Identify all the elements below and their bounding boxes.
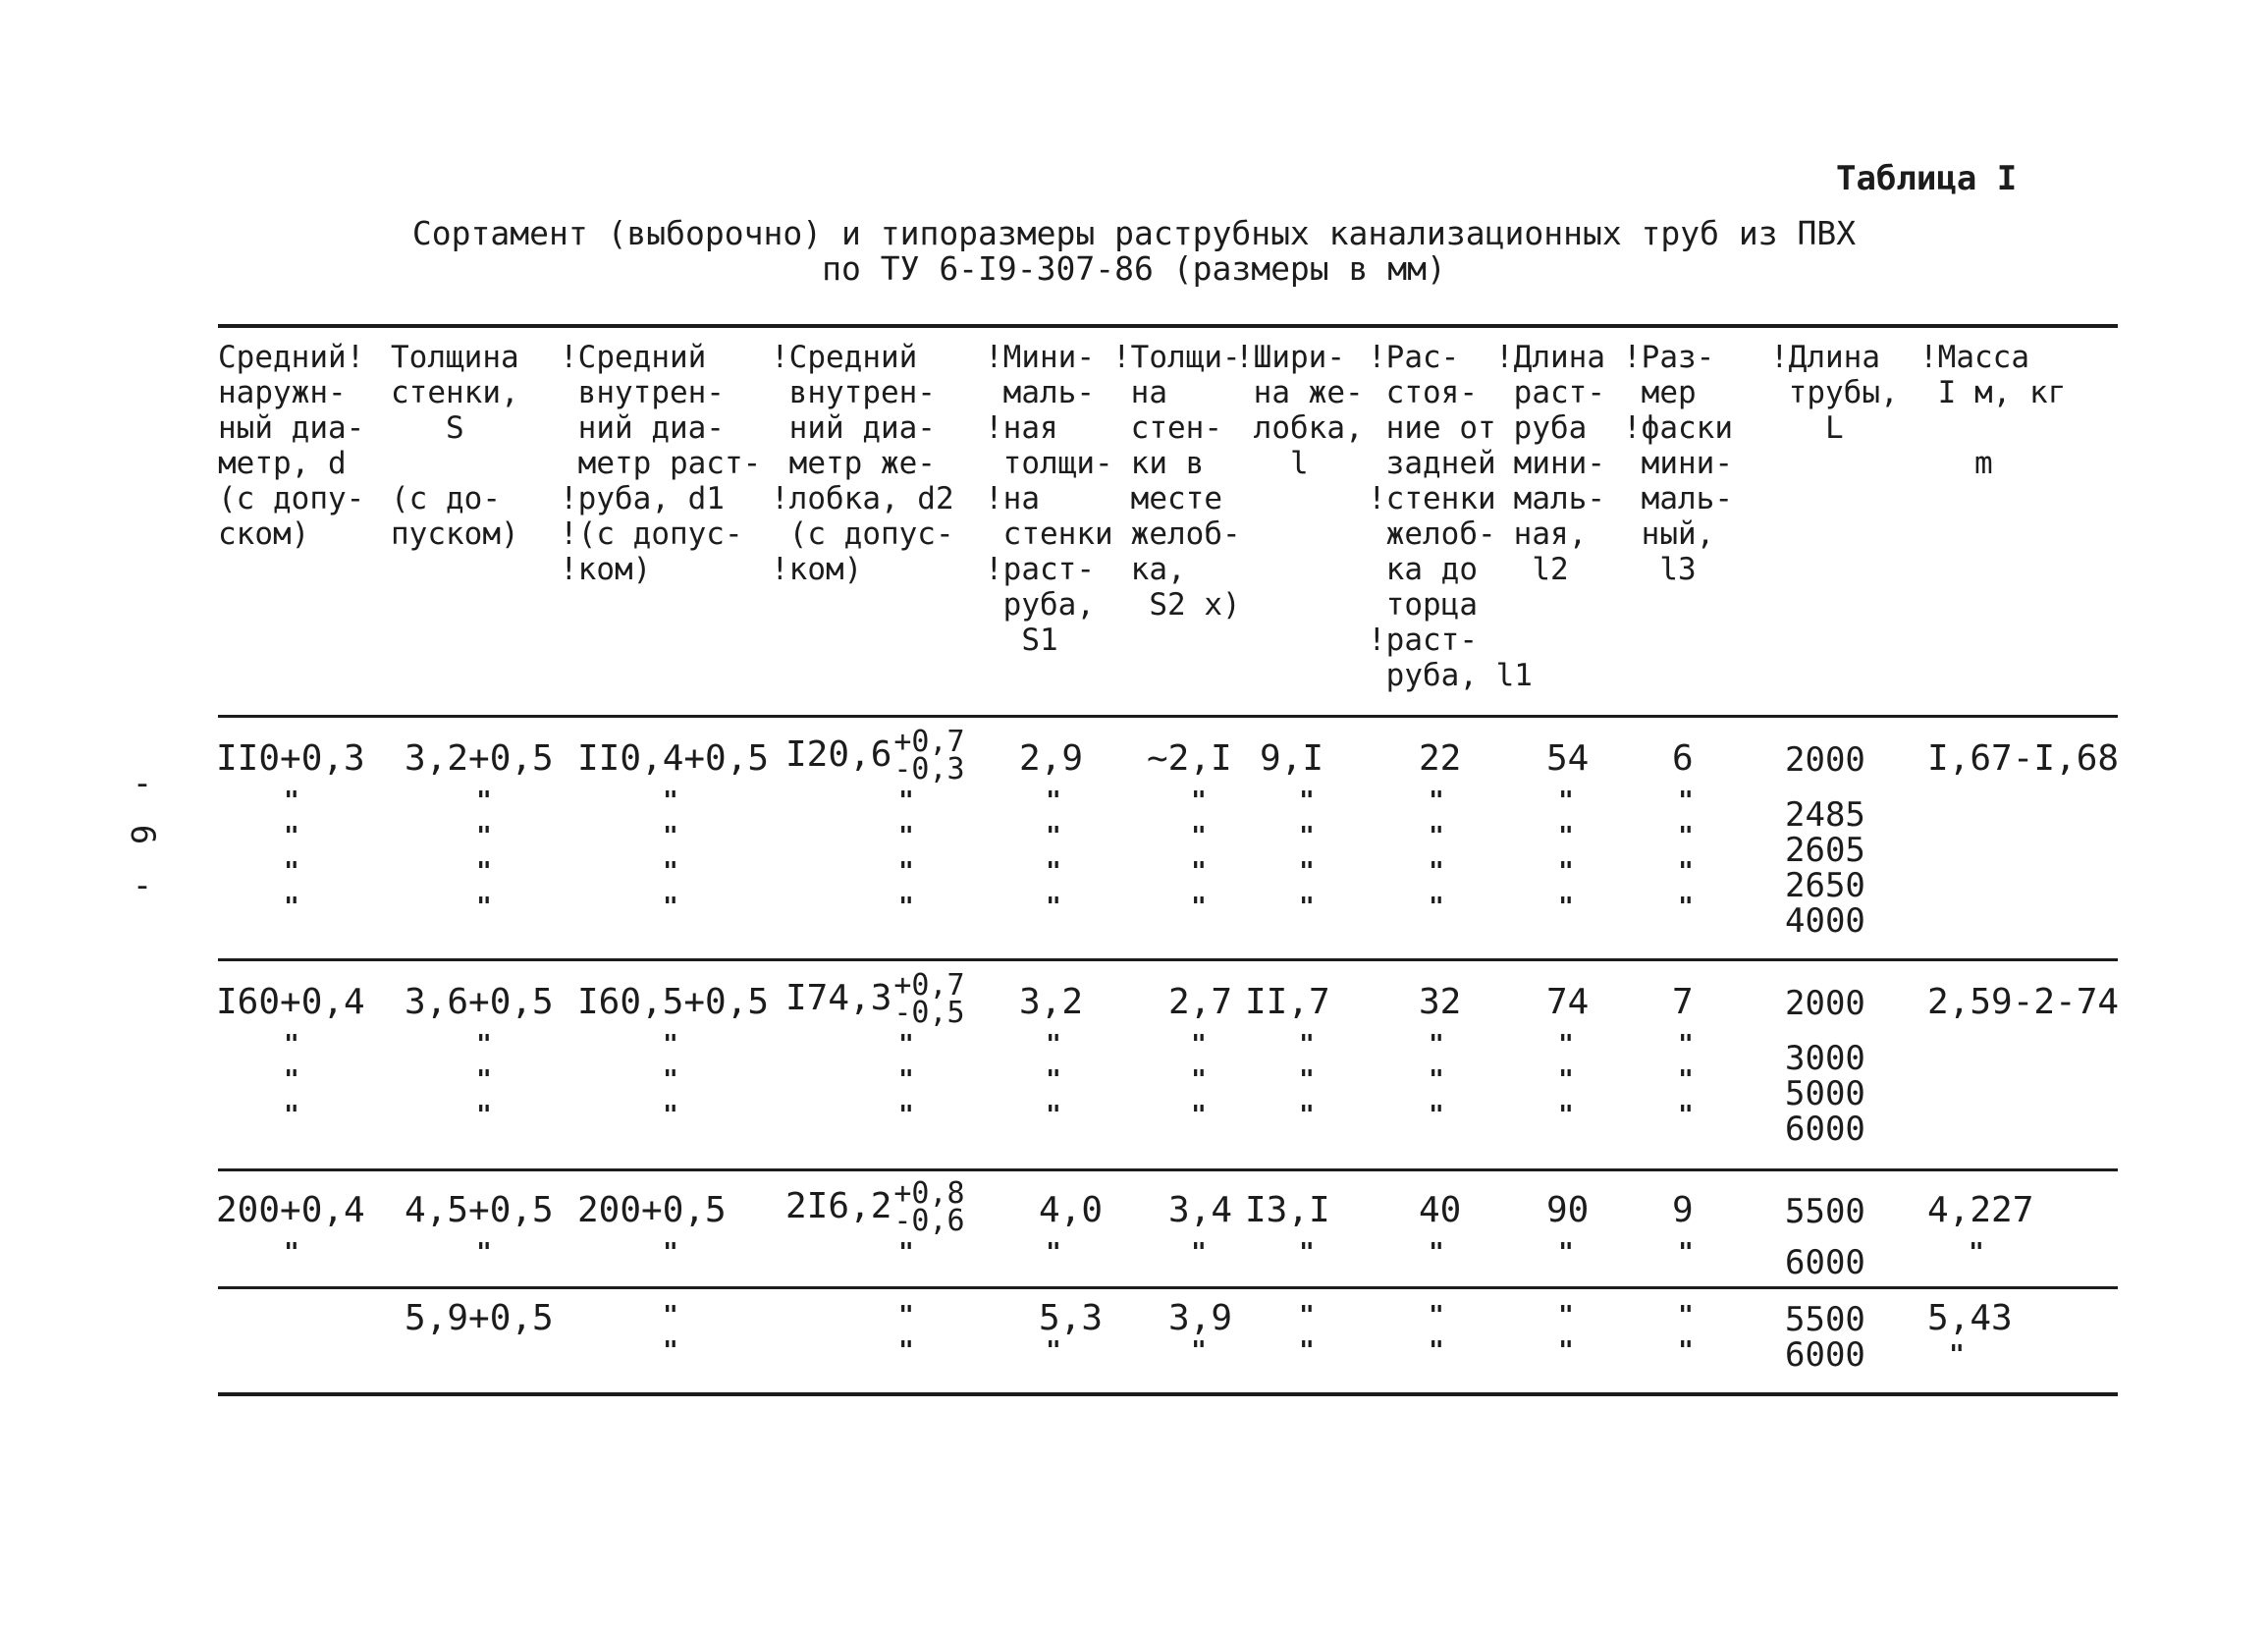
cell-min-socket-wall: 2,9: [1019, 738, 1084, 779]
ditto-mark: ": [476, 786, 492, 816]
cell-groove-wall: ~2,I: [1147, 738, 1232, 779]
table-bottom-rule: [218, 1392, 2118, 1396]
pipe-length: 5500: [1785, 1300, 1865, 1339]
ditto-mark: ": [1429, 1101, 1444, 1130]
tolerance-plus: +0,7: [893, 725, 965, 759]
ditto-column: [656, 784, 685, 925]
ditto-mark: ": [663, 822, 678, 851]
group-2-bottom-rule: [218, 1168, 2118, 1171]
table-label: Таблица I: [1836, 159, 2018, 198]
cell-min-socket-wall: 4,0: [1039, 1190, 1104, 1230]
pipe-length: 6000: [1785, 1110, 1865, 1149]
ditto-column: [891, 1298, 921, 1369]
ditto-mark: ": [1191, 822, 1207, 851]
ditto-mark: ": [663, 1065, 678, 1095]
pipe-length-list: [1785, 1194, 1893, 1280]
groove-diameter-base: 2I6,2: [785, 1186, 892, 1226]
ditto-mark: ": [1191, 1065, 1207, 1095]
ditto-column: [891, 1027, 921, 1133]
ditto-mark: ": [476, 1065, 492, 1095]
header-groove-wall: !Толщи- на стен- ки в месте желоб- ка, S2 x): [1112, 340, 1241, 623]
ditto-mark: ": [284, 1101, 299, 1130]
header-chamfer-size: !Раз- мер !фаски мини- маль- ный, l3: [1623, 340, 1733, 587]
cell-min-socket-wall: 5,3: [1039, 1298, 1104, 1338]
ditto-mark: ": [663, 1030, 678, 1059]
ditto-mark: ": [1429, 857, 1444, 887]
ditto-mark: ": [284, 1030, 299, 1059]
ditto-mark: ": [663, 786, 678, 816]
header-socket-length: !Длина раст- руба мини- маль- ная, l2: [1495, 340, 1605, 587]
ditto-mark: ": [898, 786, 914, 816]
ditto-mark: ": [1558, 1030, 1574, 1059]
ditto-mark: ": [1191, 786, 1207, 816]
header-wall-thickness: Толщина стенки, S (с до- пуском): [391, 340, 519, 552]
groove-diameter-base: I74,3: [785, 978, 892, 1018]
ditto-mark: ": [1678, 857, 1694, 887]
cell-groove-wall: 2,7: [1168, 982, 1233, 1022]
header-socket-inner-diameter: !Средний внутрен- ний диа- метр раст- !руба, d1 !(с допус- !ком): [560, 340, 762, 587]
cell-outer-diameter: II0+0,3: [216, 738, 365, 779]
ditto-mark: ": [1678, 1101, 1694, 1130]
pipe-length: 5000: [1785, 1074, 1865, 1113]
ditto-mark: ": [1191, 893, 1207, 922]
ditto-mark: ": [898, 1101, 914, 1130]
ditto-mark: ": [284, 1065, 299, 1095]
ditto-column: [1551, 1027, 1581, 1133]
ditto-mark: ": [1558, 822, 1574, 851]
ditto-mark: ": [1678, 1301, 1694, 1330]
ditto-mark: ": [1191, 1101, 1207, 1130]
ditto-mark: ": [284, 1238, 299, 1268]
cell-chamfer: 7: [1672, 982, 1694, 1022]
cell-mass: I,67-I,68: [1927, 738, 2120, 779]
ditto-column: [1184, 784, 1214, 925]
tolerance-minus: -0,3: [893, 752, 965, 786]
cell-socket-diameter: II0,4+0,5: [577, 738, 770, 779]
group-3-bottom-rule: [218, 1286, 2118, 1289]
cell-wall-thickness: 5,9+0,5: [405, 1298, 554, 1338]
ditto-mark: ": [663, 1336, 678, 1366]
ditto-column: [1292, 784, 1322, 925]
ditto-mark: ": [1558, 1238, 1574, 1268]
ditto-column: [1422, 1027, 1451, 1133]
ditto-mark: ": [1299, 857, 1315, 887]
ditto-mark: ": [284, 857, 299, 887]
ditto-column: [656, 1298, 685, 1369]
ditto-mark: ": [1299, 1336, 1315, 1366]
cell-chamfer: 9: [1672, 1190, 1694, 1230]
cell-mass: 2,59-2-74: [1927, 982, 2120, 1022]
ditto-mark: ": [1299, 822, 1315, 851]
tolerance-plus: +0,8: [893, 1176, 965, 1211]
ditto-mark: ": [284, 822, 299, 851]
ditto-column: [1292, 1298, 1322, 1369]
pipe-length-list: [1785, 742, 1893, 939]
ditto-mark: ": [663, 893, 678, 922]
cell-socket-length: 54: [1546, 738, 1590, 779]
ditto-column: [1184, 1027, 1214, 1133]
ditto-mark: ": [284, 893, 299, 922]
ditto-mark: ": [1046, 1101, 1061, 1130]
ditto-mark: ": [1558, 893, 1574, 922]
ditto-mark: ": [1678, 822, 1694, 851]
header-min-socket-wall: !Мини- маль- !ная толщи- !на стенки !раст- руба, S1: [985, 340, 1113, 658]
pipe-length: 3000: [1785, 1039, 1865, 1078]
pipe-length: 2605: [1785, 831, 1865, 870]
ditto-mark: ": [663, 1301, 678, 1330]
ditto-mark: ": [898, 893, 914, 922]
ditto-mark: ": [1558, 786, 1574, 816]
ditto-mark: ": [898, 822, 914, 851]
cell-mass: 4,227: [1927, 1190, 2034, 1230]
ditto-column: [1422, 1298, 1451, 1369]
header-mass: !Масса I м, кг m: [1919, 340, 2067, 481]
ditto-mark: ": [1191, 1336, 1207, 1366]
header-outer-diameter: Средний! наружн- ный диа- метр, d (с допу- ском): [218, 340, 365, 552]
pipe-length: 2000: [1785, 984, 1865, 1023]
ditto-mark: ": [1046, 786, 1061, 816]
ditto-mark: ": [1678, 1336, 1694, 1366]
ditto-mark: ": [1046, 1065, 1061, 1095]
ditto-mark: ": [663, 1238, 678, 1268]
header-groove-width: !Шири- на же- лобка, l: [1235, 340, 1364, 481]
ditto-mark: ": [1046, 1030, 1061, 1059]
cell-wall-thickness: 4,5+0,5: [405, 1190, 554, 1230]
ditto-column: [891, 784, 921, 925]
groove-diameter-tolerance: [893, 968, 965, 1030]
page-marker-number: 6: [123, 824, 162, 845]
cell-socket-length: 90: [1546, 1190, 1590, 1230]
header-bottom-rule: [218, 715, 2118, 718]
cell-chamfer: 6: [1672, 738, 1694, 779]
ditto-column: [1671, 1298, 1701, 1369]
group-1-bottom-rule: [218, 958, 2118, 961]
ditto-mark: ": [1429, 1301, 1444, 1330]
cell-groove-width: 9,I: [1260, 738, 1324, 779]
cell-outer-diameter: I60+0,4: [216, 982, 365, 1022]
ditto-mark: ": [476, 893, 492, 922]
pipe-length: 5500: [1785, 1192, 1865, 1231]
ditto-mark: ": [898, 1336, 914, 1366]
ditto-mark: ": [1558, 1336, 1574, 1366]
ditto-column: [656, 1027, 685, 1133]
ditto-mark: ": [663, 1101, 678, 1130]
table-top-rule: [218, 324, 2118, 328]
ditto-column: [1039, 784, 1068, 925]
header-groove-distance: !Рас- стоя- ние от задней !стенки желоб- ка до торца !раст- руба, l1: [1368, 340, 1533, 693]
cell-groove-distance: 40: [1419, 1190, 1462, 1230]
pipe-length: 2485: [1785, 795, 1865, 835]
groove-diameter-base: I20,6: [785, 734, 892, 775]
ditto-mark: ": [1429, 786, 1444, 816]
ditto-mark: ": [476, 857, 492, 887]
page-marker-dash-top: -: [132, 764, 153, 803]
ditto-mark: ": [898, 1065, 914, 1095]
cell-wall-thickness: 3,6+0,5: [405, 982, 554, 1022]
table-title-line-2: по ТУ 6-I9-307-86 (размеры в мм): [822, 249, 1446, 288]
cell-outer-diameter: 200+0,4: [216, 1190, 365, 1230]
tolerance-minus: -0,5: [893, 996, 965, 1030]
ditto-column: [277, 1027, 306, 1133]
cell-groove-wall: 3,9: [1168, 1298, 1233, 1338]
groove-diameter-tolerance: [893, 725, 965, 786]
ditto-mark: ": [1558, 1301, 1574, 1330]
ditto-mark: ": [476, 1101, 492, 1130]
ditto-mark: ": [1429, 822, 1444, 851]
ditto-mark: ": [1191, 1030, 1207, 1059]
header-pipe-length: !Длина трубы, L: [1770, 340, 1899, 446]
ditto-mark: ": [1969, 1238, 1984, 1268]
cell-groove-distance: 22: [1419, 738, 1462, 779]
ditto-mark: ": [1046, 1336, 1061, 1366]
ditto-mark: ": [1678, 893, 1694, 922]
cell-groove-distance: 32: [1419, 982, 1462, 1022]
cell-socket-length: 74: [1546, 982, 1590, 1022]
ditto-mark: ": [1046, 822, 1061, 851]
ditto-mark: ": [1046, 1238, 1061, 1268]
ditto-mark: ": [1299, 786, 1315, 816]
ditto-mark: ": [1429, 1030, 1444, 1059]
ditto-column: [277, 784, 306, 925]
pipe-length: 4000: [1785, 901, 1865, 941]
ditto-mark: ": [1678, 1238, 1694, 1268]
ditto-mark: ": [1299, 1065, 1315, 1095]
ditto-mark: ": [1558, 857, 1574, 887]
ditto-mark: ": [1046, 893, 1061, 922]
ditto-mark: ": [1299, 1301, 1315, 1330]
cell-socket-diameter: I60,5+0,5: [577, 982, 770, 1022]
ditto-mark: ": [898, 857, 914, 887]
ditto-column: [1671, 1027, 1701, 1133]
pipe-length-list: [1785, 986, 1893, 1147]
cell-groove-width: II,7: [1245, 982, 1330, 1022]
ditto-column: [1551, 1298, 1581, 1369]
cell-groove-wall: 3,4: [1168, 1190, 1233, 1230]
ditto-mark: ": [476, 1030, 492, 1059]
ditto-mark: ": [1558, 1101, 1574, 1130]
cell-groove-diameter: [785, 968, 965, 1030]
ditto-mark: ": [1191, 1238, 1207, 1268]
cell-min-socket-wall: 3,2: [1019, 982, 1084, 1022]
ditto-mark: ": [898, 1030, 914, 1059]
ditto-mark: ": [1678, 1030, 1694, 1059]
page-marker-dash-bottom: -: [132, 866, 153, 905]
ditto-mark: ": [1429, 1238, 1444, 1268]
tolerance-minus: -0,6: [893, 1204, 965, 1238]
pipe-length: 6000: [1785, 1243, 1865, 1282]
ditto-mark: ": [898, 1238, 914, 1268]
ditto-mark: ": [476, 1238, 492, 1268]
tolerance-plus: +0,7: [893, 968, 965, 1003]
cell-groove-width: I3,I: [1245, 1190, 1330, 1230]
ditto-mark: ": [1191, 857, 1207, 887]
cell-groove-diameter: [785, 1176, 965, 1238]
ditto-column: [1671, 784, 1701, 925]
pipe-length: 6000: [1785, 1335, 1865, 1375]
ditto-column: [469, 784, 499, 925]
ditto-mark: ": [898, 1301, 914, 1330]
cell-mass: 5,43: [1927, 1298, 2013, 1338]
ditto-mark: ": [284, 786, 299, 816]
ditto-mark: ": [1299, 1238, 1315, 1268]
groove-diameter-tolerance: [893, 1176, 965, 1238]
ditto-mark: ": [1678, 1065, 1694, 1095]
ditto-column: [1039, 1027, 1068, 1133]
page-number-marker: [123, 758, 162, 911]
ditto-column: [469, 1027, 499, 1133]
ditto-mark: ": [1046, 857, 1061, 887]
ditto-mark: ": [1299, 1030, 1315, 1059]
ditto-column: [1551, 784, 1581, 925]
ditto-mark: ": [663, 857, 678, 887]
ditto-mark: ": [1949, 1340, 1965, 1370]
pipe-length: 2000: [1785, 740, 1865, 780]
ditto-mark: ": [1558, 1065, 1574, 1095]
cell-groove-diameter: [785, 725, 965, 786]
cell-socket-diameter: 200+0,5: [577, 1190, 727, 1230]
table-title-line-1: Сортамент (выборочно) и типоразмеры раструбных канализационных труб из ПВХ: [411, 214, 1857, 252]
ditto-mark: ": [1299, 893, 1315, 922]
pipe-length: 2650: [1785, 866, 1865, 905]
ditto-mark: ": [1429, 1065, 1444, 1095]
ditto-column: [1292, 1027, 1322, 1133]
ditto-mark: ": [1299, 1101, 1315, 1130]
ditto-mark: ": [1429, 893, 1444, 922]
ditto-mark: ": [1429, 1336, 1444, 1366]
header-groove-inner-diameter: !Средний внутрен- ний диа- метр же- !лобка, d2 (с допус- !ком): [771, 340, 954, 587]
pipe-length-list: [1785, 1302, 1893, 1373]
ditto-column: [1422, 784, 1451, 925]
ditto-mark: ": [1678, 786, 1694, 816]
cell-wall-thickness: 3,2+0,5: [405, 738, 554, 779]
ditto-mark: ": [476, 822, 492, 851]
